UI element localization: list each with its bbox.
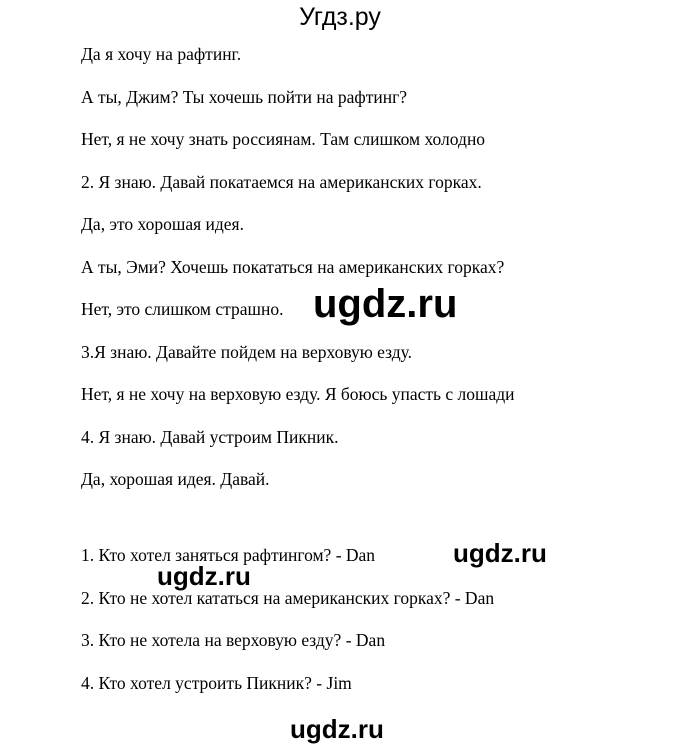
watermark-bottom: ugdz.ru [290, 714, 384, 744]
dialogue-line: Да я хочу на рафтинг. [81, 44, 242, 64]
dialogue-line: Да, это хорошая идея. [81, 214, 244, 234]
dialogue-line: Нет, я не хочу на верховую езду. Я боюсь упасть с лошади [81, 384, 515, 404]
dialogue-line: Нет, я не хочу знать россиянам. Там слишком холодно [81, 129, 486, 149]
question-line: 3. Кто не хотела на верховую езду? - Dan [81, 630, 386, 650]
dialogue-line: 4. Я знаю. Давай устроим Пикник. [81, 427, 339, 447]
question-line: 1. Кто хотел заняться рафтингом? - Dan [81, 545, 376, 565]
watermark-large: ugdz.ru [313, 282, 458, 326]
watermark-left: ugdz.ru [157, 561, 251, 591]
dialogue-line: А ты, Эми? Хочешь покататься на американских горках? [81, 257, 505, 277]
question-line: 2. Кто не хотел кататься на американских горках? - Dan [81, 588, 495, 608]
dialogue-line: 2. Я знаю. Давай покатаемся на американских горках. [81, 172, 482, 192]
dialogue-line: 3.Я знаю. Давайте пойдем на верховую езду. [81, 342, 413, 362]
question-line: 4. Кто хотел устроить Пикник? - Jim [81, 673, 352, 693]
watermark-right: ugdz.ru [453, 538, 547, 568]
site-title: Угдз.ру [299, 3, 381, 31]
dialogue-line: Да, хорошая идея. Давай. [81, 469, 270, 489]
dialogue-line: Нет, это слишком страшно. [81, 299, 284, 319]
dialogue-line: А ты, Джим? Ты хочешь пойти на рафтинг? [81, 87, 408, 107]
